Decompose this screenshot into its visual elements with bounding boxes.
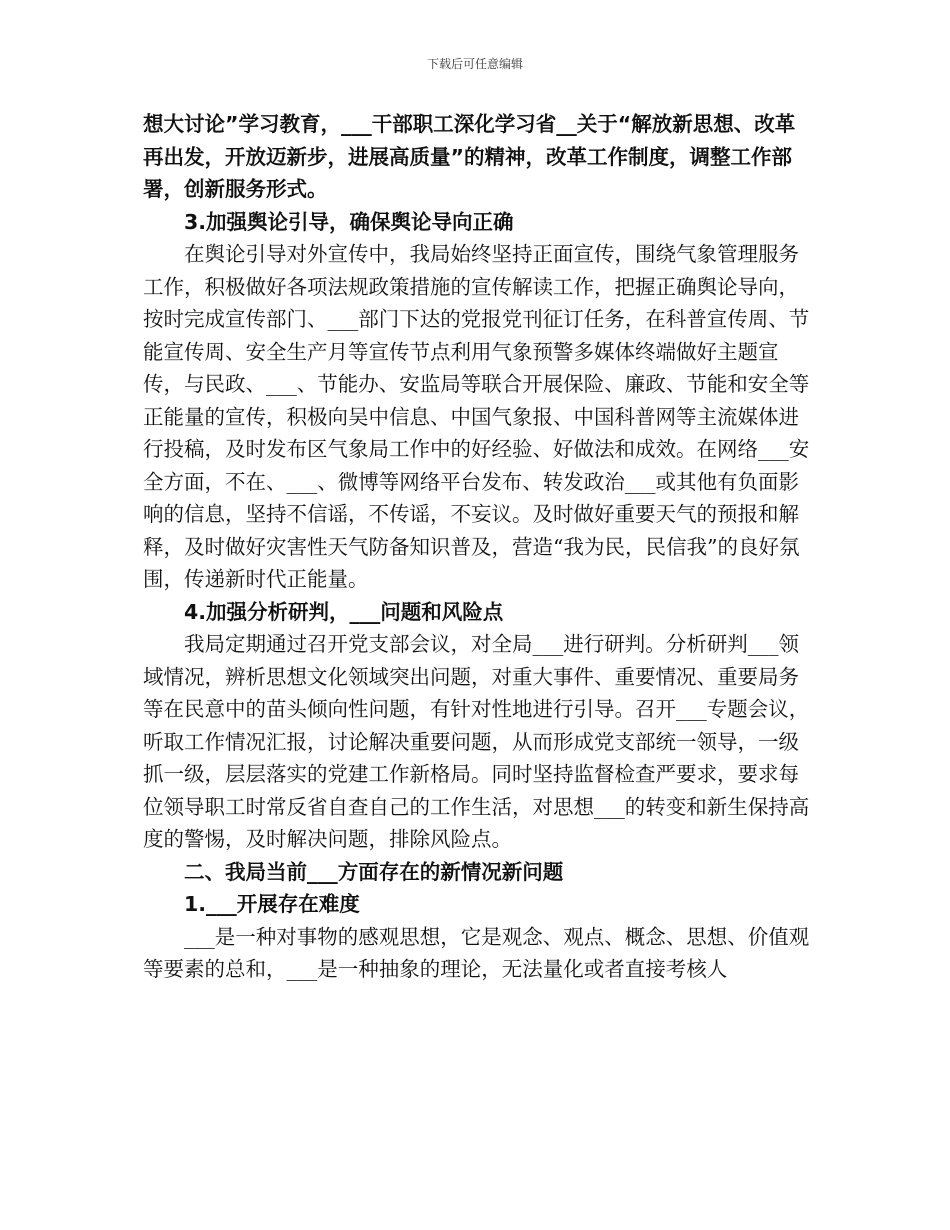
section-heading-2: 二、我局当前___方面存在的新情况新问题 xyxy=(184,859,564,884)
paragraph-analysis: 我局定期通过召开党支部会议，对全局___进行研判。分析研判___领域情况，辨析思想文化领域突出问题，对重大事件、重要情况、重要局务等在民意中的苗头倾向性问题，有针对性地进行引导。召开___专题会议，听取工作情况汇报，讨论解决重要问题，从而形成党支部统一领导，一级抓一级，层层落实的党建工作新格局。同时坚持监督检查严要求，要求每位领导职工时常反省自查自己的工作生活，对思想___的转变和新生保持高度的警惕，及时解决问题，排除风险点。 xyxy=(143,632,810,851)
section-heading-3: 3.加强舆论引导，确保舆论导向正确 xyxy=(184,209,514,234)
paragraph-public-opinion: 在舆论引导对外宣传中，我局始终坚持正面宣传，围绕气象管理服务工作，积极做好各项法规政策措施的宣传解读工作，把握正确舆论导向，按时完成宣传部门、___部门下达的党报党刊征订任务，在科普宣传周、节能宣传周、安全生产月等宣传节点利用气象预警多媒体终端做好主题宣传，与民政、___、节能办、安监局等联合开展保险、廉政、节能和安全等正能量的宣传，积极向吴中信息、中国气象报、中国科普网等主流媒体进行投稿，及时发布区气象局工作中的好经验、好做法和成效。在网络___安全方面，不在、___、微博等网络平台发布、转发政治___或其他有负面影响的信息，坚持不信谣，不传谣，不妄议。及时做好重要天气的预报和解释，及时做好灾害性天气防备知识普及，营造“我为民，民信我”的良好氛围，传递新时代正能量。 xyxy=(143,242,810,591)
paragraph-continuation: 想大讨论”学习教育，___干部职工深化学习省__关于“解放新思想、改革再出发，开放迈新步，进展高质量”的精神，改革工作制度，调整工作部署，创新服务形式。 xyxy=(143,112,796,201)
section-heading-4: 4.加强分析研判，___问题和风险点 xyxy=(184,599,504,624)
document-body xyxy=(143,108,815,986)
page-header: 下载后可任意编辑 xyxy=(426,57,523,71)
subsection-heading-1: 1.___开展存在难度 xyxy=(184,892,360,916)
paragraph-difficulty: ___是一种对事物的感观思想，它是观念、观点、概念、思想、价值观等要素的总和，___是一种抽象的理论，无法量化或者直接考核人 xyxy=(143,924,810,981)
